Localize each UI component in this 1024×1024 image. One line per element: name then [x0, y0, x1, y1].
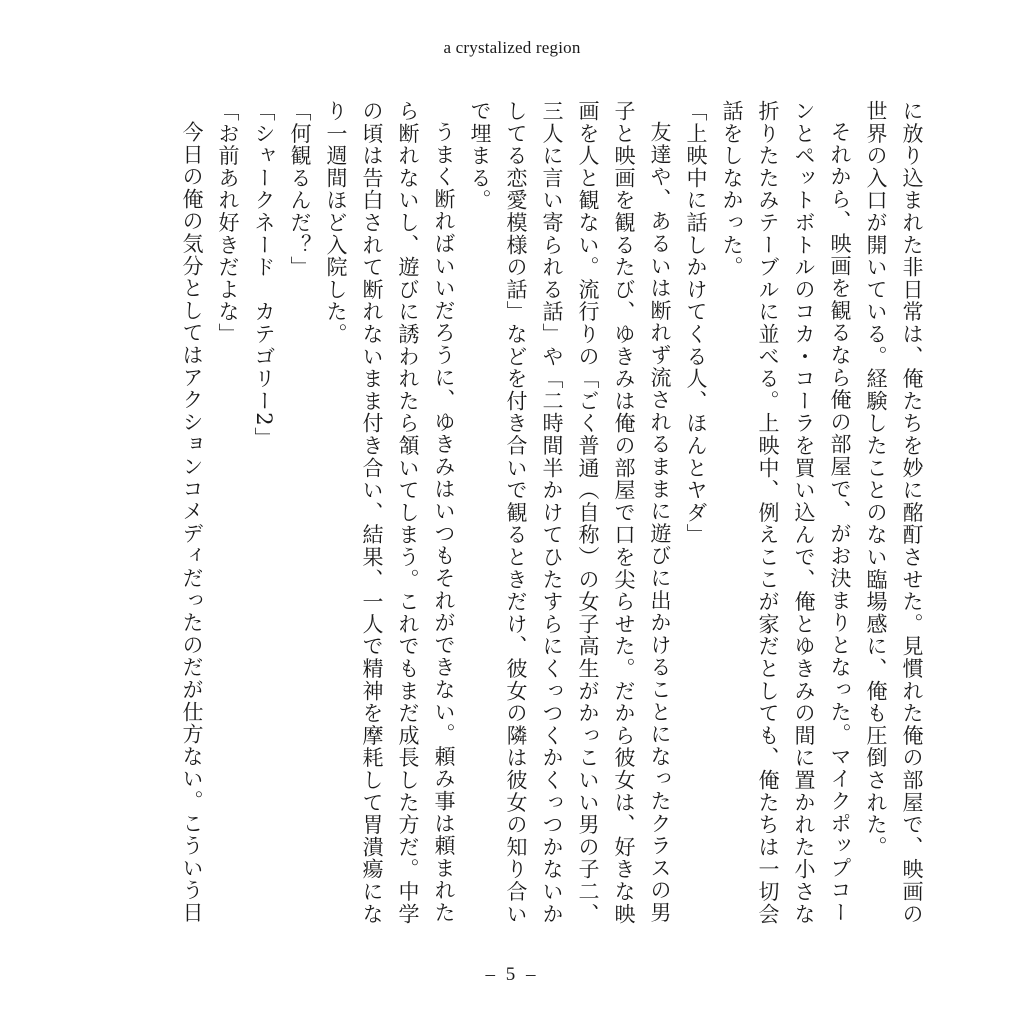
- paragraph-4: うまく断ればいいだろうに、ゆきみはいつもそれができない。頼み事は頼まれたら断れないし、遊びに誘われたら頷いてしまう。これでもまだ成長した方だ。中学の頃は告白されて断れないまま付き合い、結果、一人で精神を摩耗して胃潰瘍になり一週間ほど入院した。: [324, 100, 456, 926]
- running-header: a crystalized region: [443, 38, 581, 57]
- paragraph-5: 今日の俺の気分としてはアクションコメディだったのだが仕方ない。こういう日: [180, 121, 204, 924]
- dialogue-line-4: 「お前あれ好きだよな」: [216, 100, 240, 346]
- vertical-body-text: [92, 100, 930, 940]
- dialogue-line-2: 「何観るんだ？」: [288, 100, 312, 279]
- paragraph-2: それから、映画を観るなら俺の部屋で、がお決まりとなった。マイクポップコーンとペットボトルのコカ・コーラを買い込んで、俺とゆきみの間に置かれた小さな折りたたみテーブルに並べる。上映中、例えここが家だとしても、俺たちは一切会話をしなかった。: [720, 100, 852, 926]
- dialogue-line-3: 「シャークネード カテゴリー2」: [252, 100, 276, 450]
- page-number: – 5 –: [485, 964, 539, 985]
- paragraph-1: に放り込まれた非日常は、俺たちを妙に酩酊させた。見慣れた俺の部屋で、映画の世界の入口が開いている。経験したことのない臨場感に、俺も圧倒された。: [864, 100, 924, 926]
- dialogue-line-1: 「上映中に話しかけてくる人、ほんとヤダ」: [684, 100, 708, 546]
- paragraph-3: 友達や、あるいは断れず流されるままに遊びに出かけることになったクラスの男子と映画を観るたび、ゆきみは俺の部屋で口を尖らせた。だから彼女は、好きな映画を人と観ない。流行りの「ごく普通（自称）の女子高生がかっこいい男の子二、三人に言い寄られる話」や「二時間半かけてひたすらにくっつくかくっつかないかしてる恋愛模様の話」などを付き合いで観るときだけ、彼女の隣は彼女の知り合いで埋まる。: [468, 100, 672, 926]
